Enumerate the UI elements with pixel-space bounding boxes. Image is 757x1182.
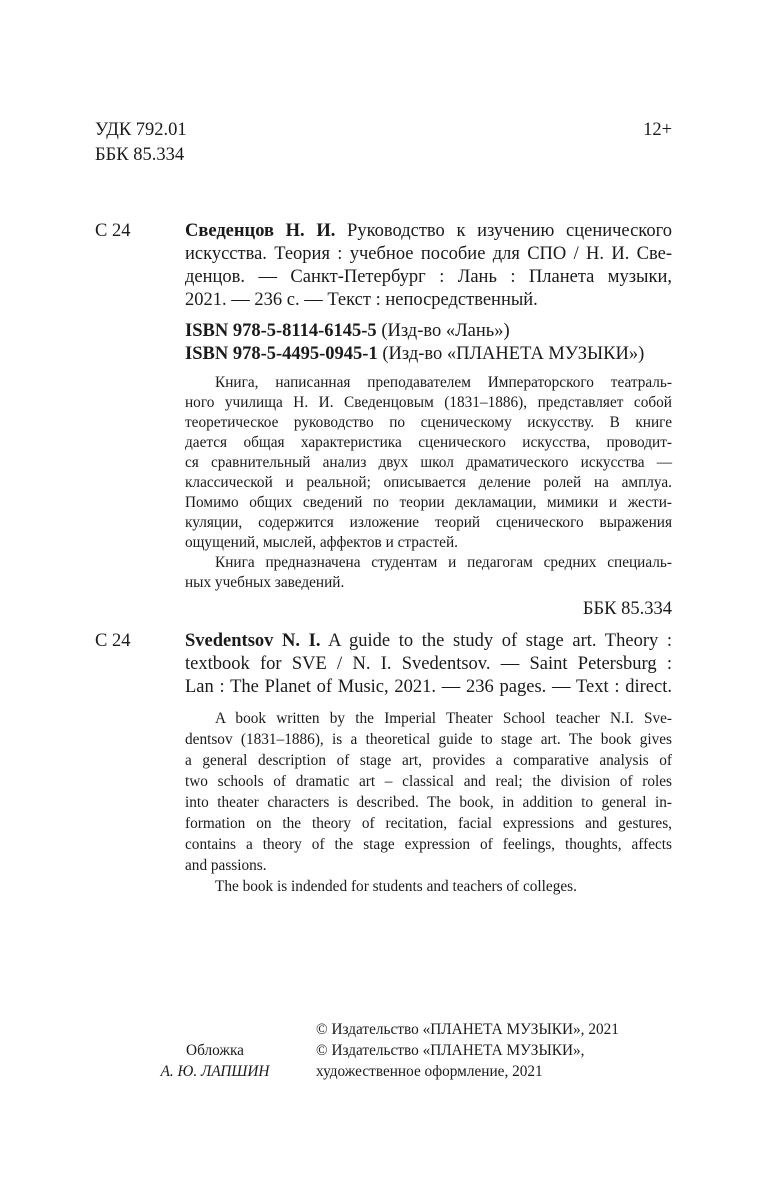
copyright-block [316, 1019, 619, 1082]
abstract-line: ного училища Н. И. Сведенцовым (1831–1886), представляет собой [185, 394, 672, 411]
cover-label: Обложка [186, 1042, 244, 1059]
isbn-line: ISBN 978-5-8114-6145-5 (Изд-во «Лань») [185, 321, 510, 341]
age-rating: 12+ [643, 120, 672, 140]
record-line: денцов. — Санкт-Петербург : Лань : Планета музыки, [185, 267, 672, 287]
copyright-line: © Издательство «ПЛАНЕТА МУЗЫКИ», [316, 1042, 585, 1059]
abstract-line: and passions. [185, 857, 267, 874]
abstract-line: contains a theory of the stage expression of feelings, thoughts, affects [185, 836, 672, 853]
abstract-line: классической и реальной; описывается деление ролей на амплуа. [185, 474, 672, 491]
ru-bibliographic-record [185, 220, 672, 366]
abstract-line: ощущений, мыслей, аффектов и страстей. [185, 534, 458, 551]
en-abstract [185, 708, 672, 897]
record-line: Lan : The Planet of Music, 2021. — 236 pages. — Text : direct. [185, 677, 672, 697]
cover-artist: А. Ю. ЛАПШИН [160, 1063, 270, 1080]
record-line: Svedentsov N. I. A guide to the study of stage art. Theory : [185, 631, 672, 651]
abstract-line: Помимо общих сведений по теории декламации, мимики и жести- [185, 494, 672, 511]
record-line: Сведенцов Н. И. Руководство к изучению сценического [185, 221, 672, 241]
abstract-line: теоретическое руководство по сценическому искусству. В книге [185, 414, 672, 431]
udk-code: УДК 792.01 [95, 120, 187, 140]
abstract-line: two schools of dramatic art – classical and real; the division of roles [185, 773, 672, 790]
ru-abstract [185, 373, 672, 593]
record-line: искусства. Теория : учебное пособие для СПО / Н. И. Све- [185, 244, 672, 264]
author-name: Сведенцов Н. И. [185, 221, 336, 241]
copyright-line: © Издательство «ПЛАНЕТА МУЗЫКИ», 2021 [316, 1021, 619, 1038]
cover-credit [140, 1040, 290, 1082]
abstract-line: ных учебных заведений. [185, 574, 345, 591]
abstract-line: ся сравнительный анализ двух школ драматического искусства — [185, 454, 672, 471]
record-line: 2021. — 236 с. — Текст : непосредственный. [185, 290, 538, 310]
abstract-line: The book is indended for students and teachers of colleges. [215, 878, 577, 895]
abstract-line: Книга, написанная преподавателем Императорского театраль- [215, 374, 672, 391]
abstract-line: A book written by the Imperial Theater School teacher N.I. Sve- [215, 710, 672, 727]
abstract-line: dentsov (1831–1886), is a theoretical guide to stage art. The book gives [185, 731, 672, 748]
bbk-code: ББК 85.334 [95, 144, 185, 165]
isbn-line: ISBN 978-5-4495-0945-1 (Изд-во «ПЛАНЕТА МУЗЫКИ») [185, 344, 645, 364]
classification-block [95, 118, 187, 167]
abstract-line: into theater characters is described. The book, in addition to general in- [185, 794, 672, 811]
record-line: textbook for SVE / N. I. Svedentsov. — Saint Petersburg : [185, 654, 672, 674]
author-name: Svedentsov N. I. [185, 631, 321, 651]
en-entry-code: С 24 [95, 631, 131, 651]
copyright-line: художественное оформление, 2021 [316, 1063, 543, 1080]
ru-entry-code: С 24 [95, 221, 131, 241]
abstract-line: дается общая характеристика сценического искусства, проводит- [185, 434, 672, 451]
en-bibliographic-record [185, 630, 672, 699]
abstract-line: куляции, содержится изложение теорий сценического выражения [185, 514, 672, 531]
abstract-line: Книга предназначена студентам и педагогам средних специаль- [215, 554, 672, 571]
abstract-line: a general description of stage art, provides a comparative analysis of [185, 752, 672, 769]
abstract-line: formation on the theory of recitation, facial expressions and gestures, [185, 815, 672, 832]
bbk-code-bottom: ББК 85.334 [582, 599, 672, 619]
